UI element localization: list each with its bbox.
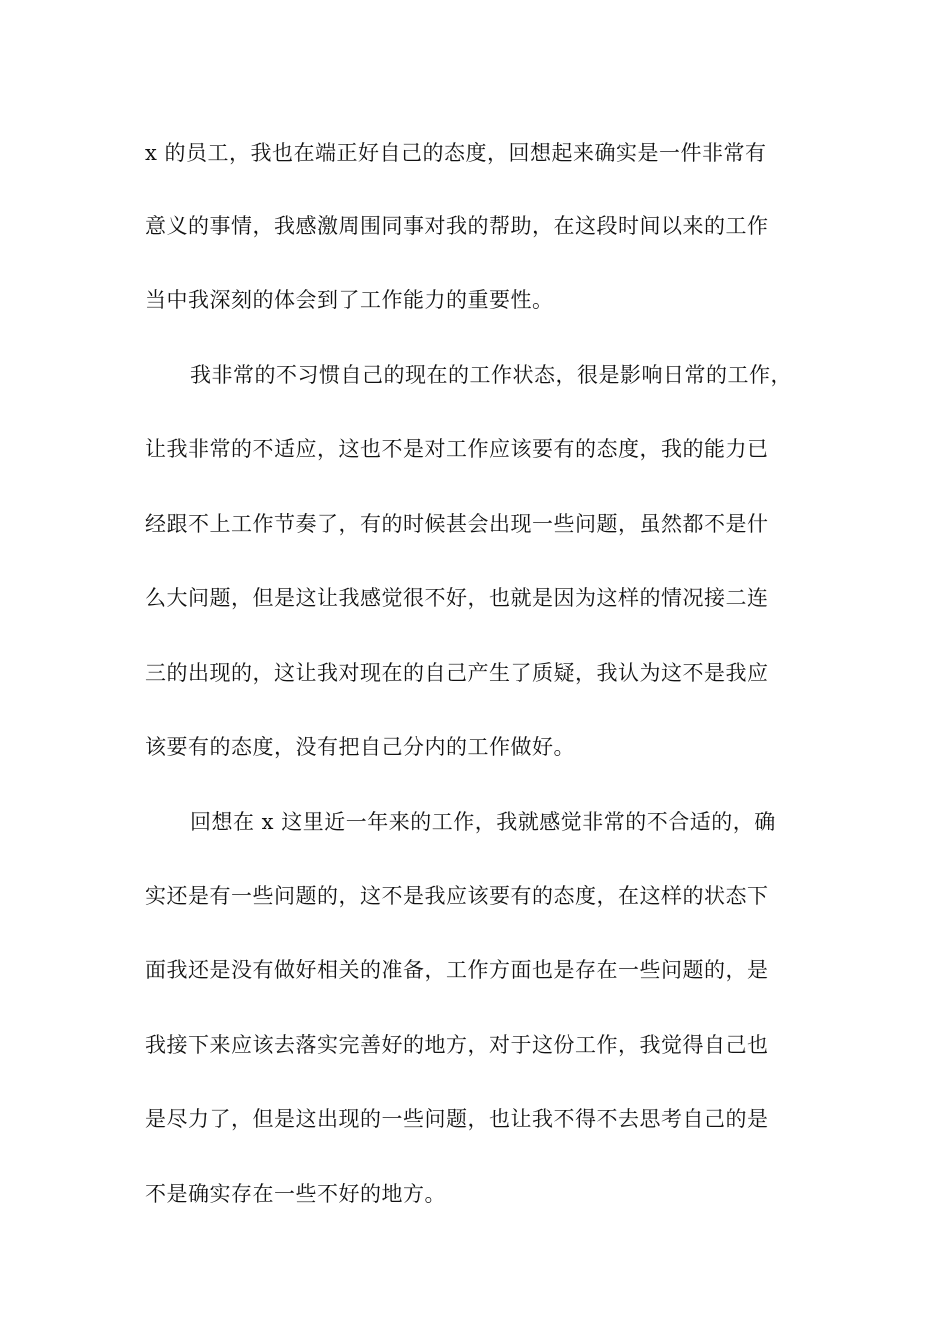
paragraph-1-line-3: 当中我深刻的体会到了工作能力的重要性。 xyxy=(145,288,554,312)
paragraph-1-line-1: x 的员工，我也在端正好自己的态度，回想起来确实是一件非常有 xyxy=(145,141,767,165)
paragraph-3-line-1: 回想在 x 这里近一年来的工作，我就感觉非常的不合适的，确 xyxy=(190,810,776,834)
paragraph-2-line-5: 三的出现的，这让我对现在的自己产生了质疑，我认为这不是我应 xyxy=(145,661,769,685)
paragraph-1-line-2: 意义的事情，我感激周围同事对我的帮助，在这段时间以来的工作 xyxy=(145,214,769,238)
paragraph-2-line-6: 该要有的态度，没有把自己分内的工作做好。 xyxy=(145,735,575,759)
paragraph-3-line-3: 面我还是没有做好相关的准备，工作方面也是存在一些问题的，是 xyxy=(145,958,769,982)
paragraph-3-line-2: 实还是有一些问题的，这不是我应该要有的态度，在这样的状态下 xyxy=(145,884,769,908)
paragraph-2-line-4: 么大问题，但是这让我感觉很不好，也就是因为这样的情况接二连 xyxy=(145,586,769,610)
paragraph-2-line-1: 我非常的不习惯自己的现在的工作状态，很是影响日常的工作， xyxy=(190,363,792,387)
paragraph-2-line-2: 让我非常的不适应，这也不是对工作应该要有的态度，我的能力已 xyxy=(145,437,769,461)
paragraph-3-line-5: 是尽力了，但是这出现的一些问题，也让我不得不去思考自己的是 xyxy=(145,1107,769,1131)
paragraph-3-line-4: 我接下来应该去落实完善好的地方，对于这份工作，我觉得自己也 xyxy=(145,1033,769,1057)
paragraph-2-line-3: 经跟不上工作节奏了，有的时候甚会出现一些问题，虽然都不是什 xyxy=(145,512,769,536)
paragraph-3-line-6: 不是确实存在一些不好的地方。 xyxy=(145,1182,446,1206)
